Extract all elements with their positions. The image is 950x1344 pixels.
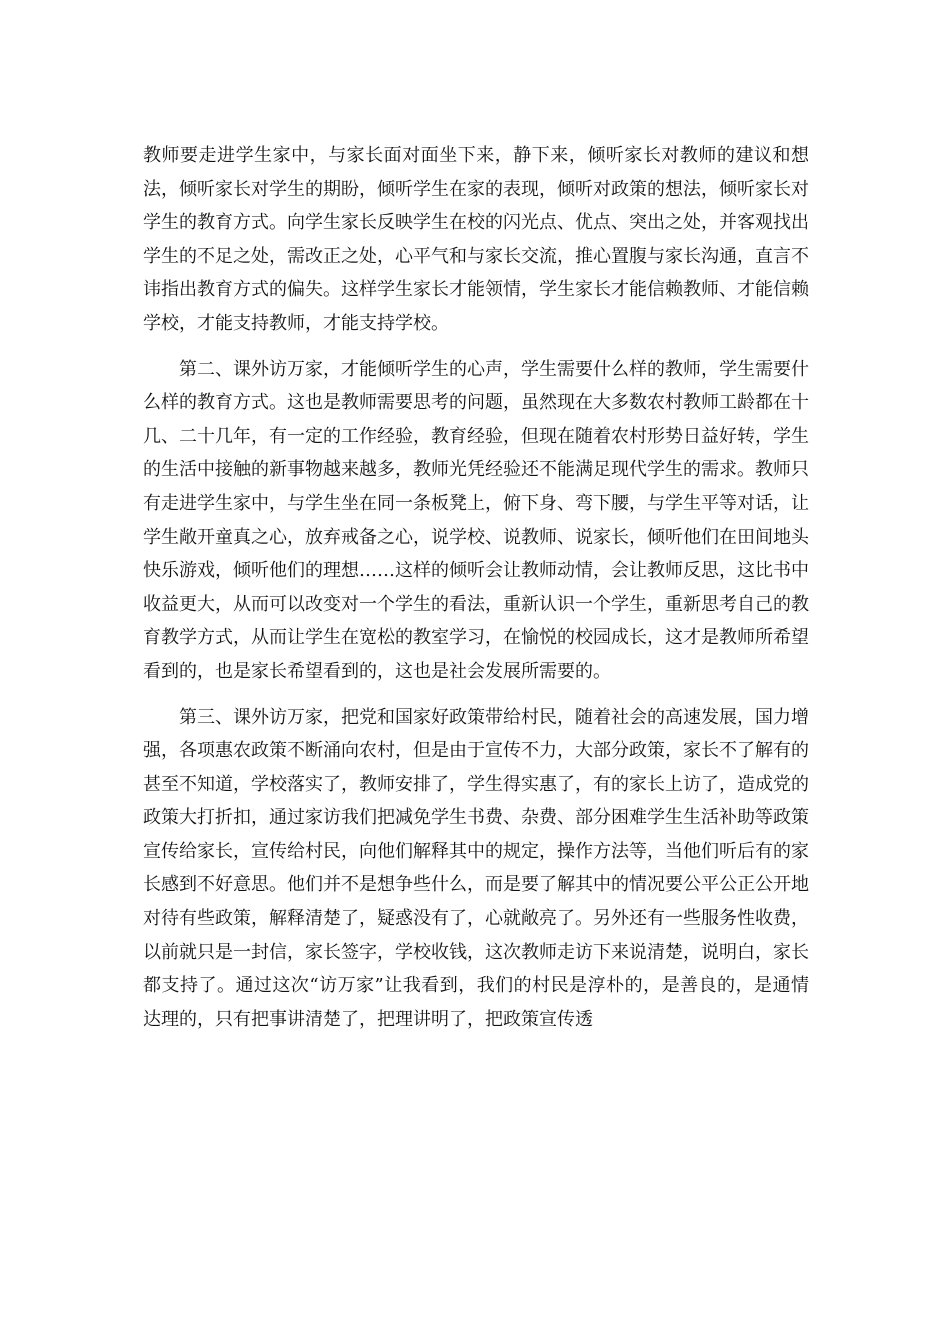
paragraph-1: 教师要走进学生家中，与家长面对面坐下来，静下来，倾听家长对教师的建议和想法，倾听家长对学生的期盼，倾听学生在家的表现，倾听对政策的想法，倾听家长对学生的教育方式。向学生家长反映学生在校的闪光点、优点、突出之处，并客观找出学生的不足之处，需改正之处，心平气和与家长交流，推心置腹与家长沟通，直言不讳指出教育方式的偏失。这样学生家长才能领情，学生家长才能信赖教师、才能信赖学校，才能支持教师，才能支持学校。 bbox=[143, 145, 809, 334]
paragraph-2: 第二、课外访万家，才能倾听学生的心声，学生需要什么样的教师，学生需要什么样的教育方式。这也是教师需要思考的问题，虽然现在大多数农村教师工龄都在十几、二十几年，有一定的工作经验，教育经验，但现在随着农村形势日益好转，学生的生活中接触的新事物越来越多，教师光凭经验还不能满足现代学生的需求。教师只有走进学生家中，与学生坐在同一条板凳上，俯下身、弯下腰，与学生平等对话，让学生敞开童真之心，放弃戒备之心，说学校、说教师、说家长，倾听他们在田间地头快乐游戏，倾听他们的理想……这样的倾听会让教师动情，会让教师反思，这比书中收益更大，从而可以改变对一个学生的看法，重新认识一个学生，重新思考自己的教育教学方式，从而让学生在宽松的教室学习，在愉悦的校园成长，这才是教师所希望看到的，也是家长希望看到的，这也是社会发展所需要的。 bbox=[143, 358, 809, 682]
document-page bbox=[143, 139, 809, 1048]
paragraph-3: 第三、课外访万家，把党和国家好政策带给村民，随着社会的高速发展，国力增强，各项惠农政策不断涌向农村，但是由于宣传不力，大部分政策，家长不了解有的甚至不知道，学校落实了，教师安排了，学生得实惠了，有的家长上访了，造成党的政策大打折扣，通过家访我们把减免学生书费、杂费、部分困难学生生活补助等政策宣传给家长，宣传给村民，向他们解释其中的规定，操作方法等，当他们听后有的家长感到不好意思。他们并不是想争些什么，而是要了解其中的情况要公平公正公开地对待有些政策，解释清楚了，疑惑没有了，心就敞亮了。另外还有一些服务性收费，以前就只是一封信，家长签字，学校收钱，这次教师走访下来说清楚，说明白，家长都支持了。通过这次“访万家”让我看到，我们的村民是淳朴的，是善良的，是通情达理的，只有把事讲清楚了，把理讲明了，把政策宣传透 bbox=[143, 706, 809, 1030]
